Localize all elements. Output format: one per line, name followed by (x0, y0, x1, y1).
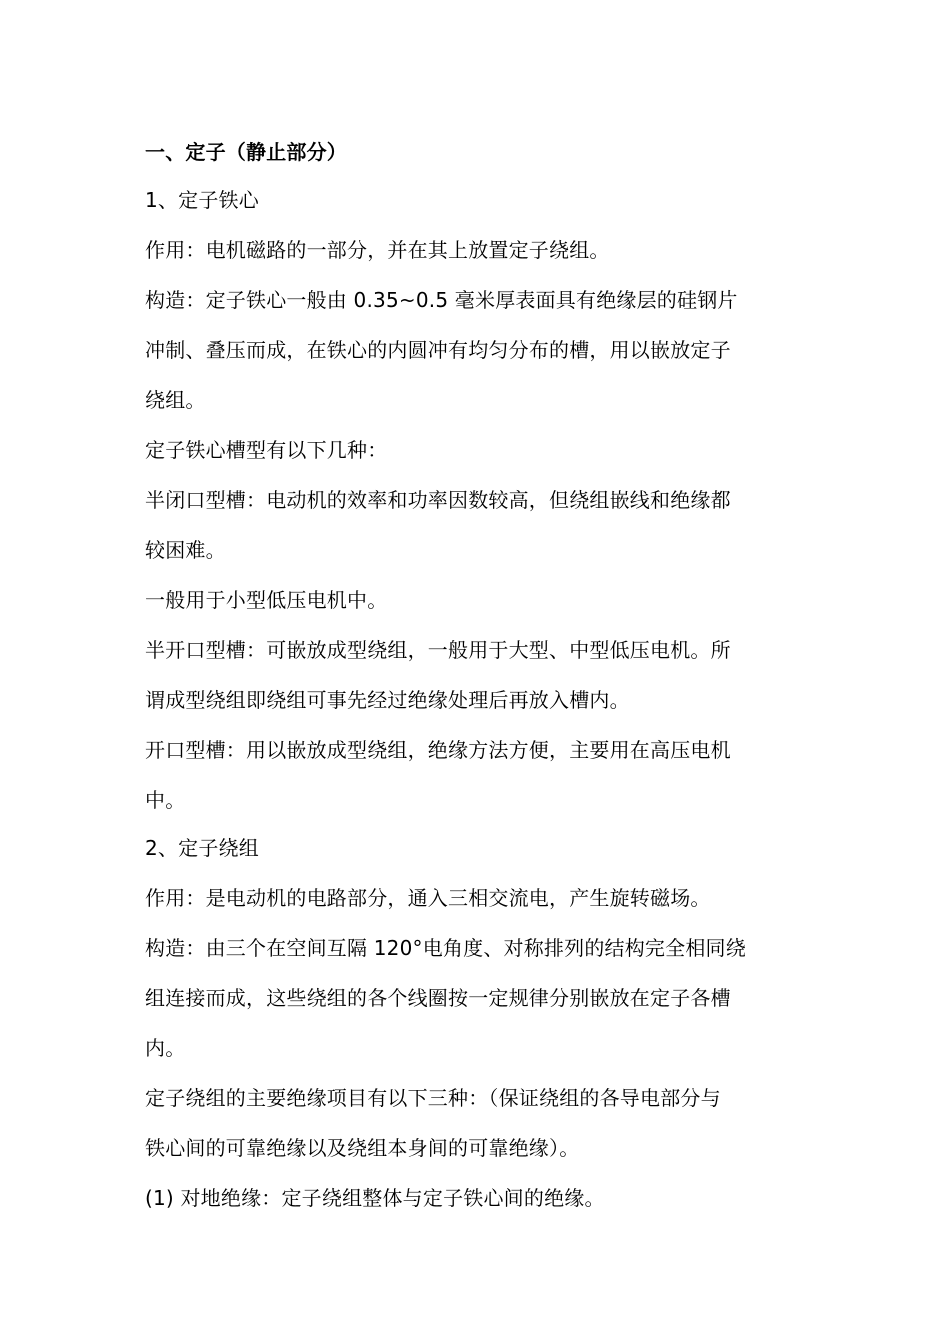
paragraph-line: 作用：电机磁路的一部分，并在其上放置定子绕组。 (145, 238, 610, 262)
paragraph-line: 定子铁心槽型有以下几种： (145, 438, 388, 462)
paragraph-line: (1) 对地绝缘：定子绕组整体与定子铁心间的绝缘。 (145, 1186, 605, 1210)
paragraph-line: 绕组。 (145, 388, 206, 412)
paragraph-line: 一般用于小型低压电机中。 (145, 588, 388, 612)
paragraph-line: 内。 (145, 1036, 186, 1060)
paragraph-line: 铁心间的可靠绝缘以及绕组本身间的可靠绝缘）。 (145, 1136, 580, 1160)
paragraph-line: 定子绕组的主要绝缘项目有以下三种：（保证绕组的各导电部分与 (145, 1086, 721, 1110)
paragraph-line: 较困难。 (145, 538, 226, 562)
paragraph-line: 半开口型槽：可嵌放成型绕组，一般用于大型、中型低压电机。所 (145, 638, 731, 662)
subheading-stator-winding: 2、定子绕组 (145, 836, 259, 860)
paragraph-line: 作用：是电动机的电路部分，通入三相交流电，产生旋转磁场。 (145, 886, 711, 910)
paragraph-line: 半闭口型槽：电动机的效率和功率因数较高，但绕组嵌线和绝缘都 (145, 488, 731, 512)
paragraph-line: 组连接而成，这些绕组的各个线圈按一定规律分别嵌放在定子各槽 (145, 986, 731, 1010)
subheading-stator-core: 1、定子铁心 (145, 188, 259, 212)
paragraph-line: 中。 (145, 788, 186, 812)
paragraph-line: 构造：由三个在空间互隔 120°电角度、对称排列的结构完全相同绕 (145, 936, 746, 960)
paragraph-line: 开口型槽：用以嵌放成型绕组，绝缘方法方便，主要用在高压电机 (145, 738, 731, 762)
section-heading: 一、定子（静止部分） (145, 140, 347, 164)
paragraph-line: 冲制、叠压而成，在铁心的内圆冲有均匀分布的槽，用以嵌放定子 (145, 338, 731, 362)
paragraph-line: 构造：定子铁心一般由 0.35~0.5 毫米厚表面具有绝缘层的硅钢片 (145, 288, 738, 312)
paragraph-line: 谓成型绕组即绕组可事先经过绝缘处理后再放入槽内。 (145, 688, 630, 712)
